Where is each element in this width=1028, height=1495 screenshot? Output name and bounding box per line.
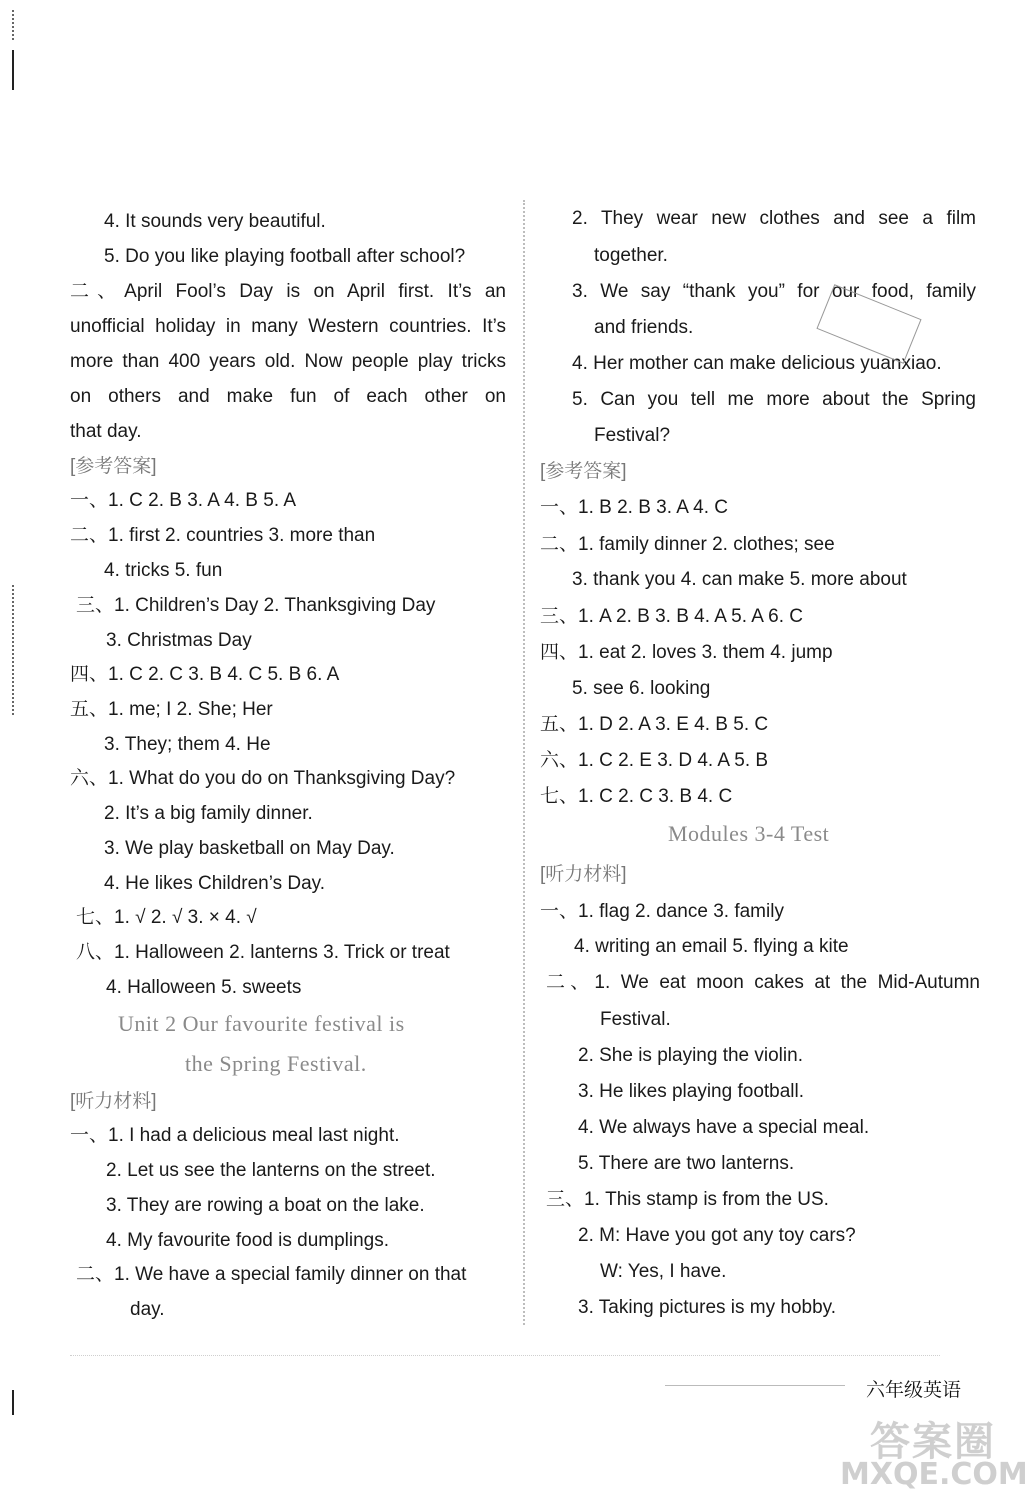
line-text: 4. It sounds very beautiful. <box>104 211 326 232</box>
answer-line: 二、1. first 2. countries 3. more than <box>70 525 376 546</box>
listening-line: 二、1. We eat moon cakes at the Mid-Autumn <box>546 972 980 993</box>
listening-line: Festival? <box>594 425 671 446</box>
listening-line: 3. We say “thank you” for our food, family <box>572 281 976 302</box>
section-header-answers: [参考答案] <box>540 461 627 482</box>
answer-line: 八、1. Halloween 2. lanterns 3. Trick or treat <box>76 942 450 963</box>
binding-edge-dots-top <box>12 10 14 40</box>
answer-line: 4. Halloween 5. sweets <box>106 977 302 998</box>
listening-line: together. <box>594 245 668 266</box>
answer-line: 2. It’s a big family dinner. <box>104 803 313 824</box>
answer-line: 三、1. A 2. B 3. B 4. A 5. A 6. C <box>540 606 803 627</box>
listening-line: 一、1. flag 2. dance 3. family <box>540 901 784 922</box>
answer-line: 3. We play basketball on May Day. <box>104 838 395 859</box>
listening-line: 5. Can you tell me more about the Spring <box>572 389 976 410</box>
unit-title: Unit 2 Our favourite festival is <box>118 1011 405 1036</box>
answer-line: 五、1. D 2. A 3. E 4. B 5. C <box>540 714 769 735</box>
module-test-title: Modules 3-4 Test <box>668 821 830 846</box>
answer-line: 四、1. C 2. C 3. B 4. C 5. B 6. A <box>70 664 340 685</box>
binding-edge-mark-bottom <box>12 1390 14 1415</box>
watermark-site: MXQE.COM <box>840 1457 1028 1492</box>
answer-line: 三、1. Children’s Day 2. Thanksgiving Day <box>76 595 436 616</box>
listening-line: 3. Taking pictures is my hobby. <box>578 1297 837 1318</box>
listening-line: 2. She is playing the violin. <box>578 1045 803 1066</box>
answer-line: 七、1. √ 2. √ 3. × 4. √ <box>76 907 257 928</box>
paragraph-line: more than 400 years old. Now people play tricks <box>70 351 506 372</box>
answer-line: 4. He likes Children’s Day. <box>104 873 326 894</box>
answer-line: 一、1. C 2. B 3. A 4. B 5. A <box>70 490 297 511</box>
listening-line: 5. There are two lanterns. <box>578 1153 795 1174</box>
answer-line: 5. see 6. looking <box>572 678 711 699</box>
listening-line: 二、1. We have a special family dinner on that <box>76 1264 467 1285</box>
line-text: 5. Do you like playing football after school? <box>104 246 466 267</box>
paragraph-line: unofficial holiday in many Western countries. It’s <box>70 316 506 337</box>
answer-line: 一、1. B 2. B 3. A 4. C <box>540 497 728 518</box>
listening-line: 3. They are rowing a boat on the lake. <box>106 1195 425 1216</box>
watermark-logo: 答案圈 <box>870 1419 996 1465</box>
section-header-listening: [听力材料] <box>70 1091 157 1112</box>
section-header-answers: [参考答案] <box>70 456 157 477</box>
column-divider <box>523 200 525 1325</box>
listening-line: W: Yes, I have. <box>600 1261 727 1282</box>
listening-line: 2. M: Have you got any toy cars? <box>578 1225 856 1246</box>
listening-line: Festival. <box>600 1009 671 1030</box>
answer-line: 六、1. C 2. E 3. D 4. A 5. B <box>540 750 769 771</box>
grade-label: 六年级英语 <box>866 1379 962 1401</box>
listening-line: 4. writing an email 5. flying a kite <box>574 936 849 957</box>
listening-line: 4. We always have a special meal. <box>578 1117 870 1138</box>
paragraph-line: on others and make fun of each other on <box>70 386 506 407</box>
listening-line: 2. They wear new clothes and see a film <box>572 208 976 229</box>
answer-line: 3. Christmas Day <box>106 630 252 651</box>
listening-line: 三、1. This stamp is from the US. <box>546 1189 829 1210</box>
listening-line: 4. My favourite food is dumplings. <box>106 1230 390 1251</box>
footer-divider <box>70 1355 940 1356</box>
paragraph-line: that day. <box>70 421 142 442</box>
answer-line: 3. They; them 4. He <box>104 734 271 755</box>
listening-line: and friends. <box>594 317 694 338</box>
listening-line: 2. Let us see the lanterns on the street. <box>106 1160 436 1181</box>
answer-line: 五、1. me; I 2. She; Her <box>70 699 273 720</box>
answer-line: 4. tricks 5. fun <box>104 560 223 581</box>
unit-title: the Spring Festival. <box>185 1051 367 1076</box>
listening-line: day. <box>130 1299 165 1320</box>
section-header-listening: [听力材料] <box>540 864 627 885</box>
binding-edge-dots-mid <box>12 585 14 715</box>
listening-line: 一、1. I had a delicious meal last night. <box>70 1125 400 1146</box>
paragraph-line: 二、April Fool’s Day is on April first. It’s an <box>70 281 506 302</box>
answer-line: 六、1. What do you do on Thanksgiving Day? <box>70 768 456 789</box>
listening-line: 4. Her mother can make delicious yuanxiao. <box>572 353 942 374</box>
answer-line: 四、1. eat 2. loves 3. them 4. jump <box>540 642 833 663</box>
binding-edge-mark-top <box>12 50 14 90</box>
answer-line: 七、1. C 2. C 3. B 4. C <box>540 786 733 807</box>
footer-rule <box>665 1385 845 1386</box>
answer-line: 二、1. family dinner 2. clothes; see <box>540 534 835 555</box>
answer-line: 3. thank you 4. can make 5. more about <box>572 569 907 590</box>
listening-line: 3. He likes playing football. <box>578 1081 805 1102</box>
